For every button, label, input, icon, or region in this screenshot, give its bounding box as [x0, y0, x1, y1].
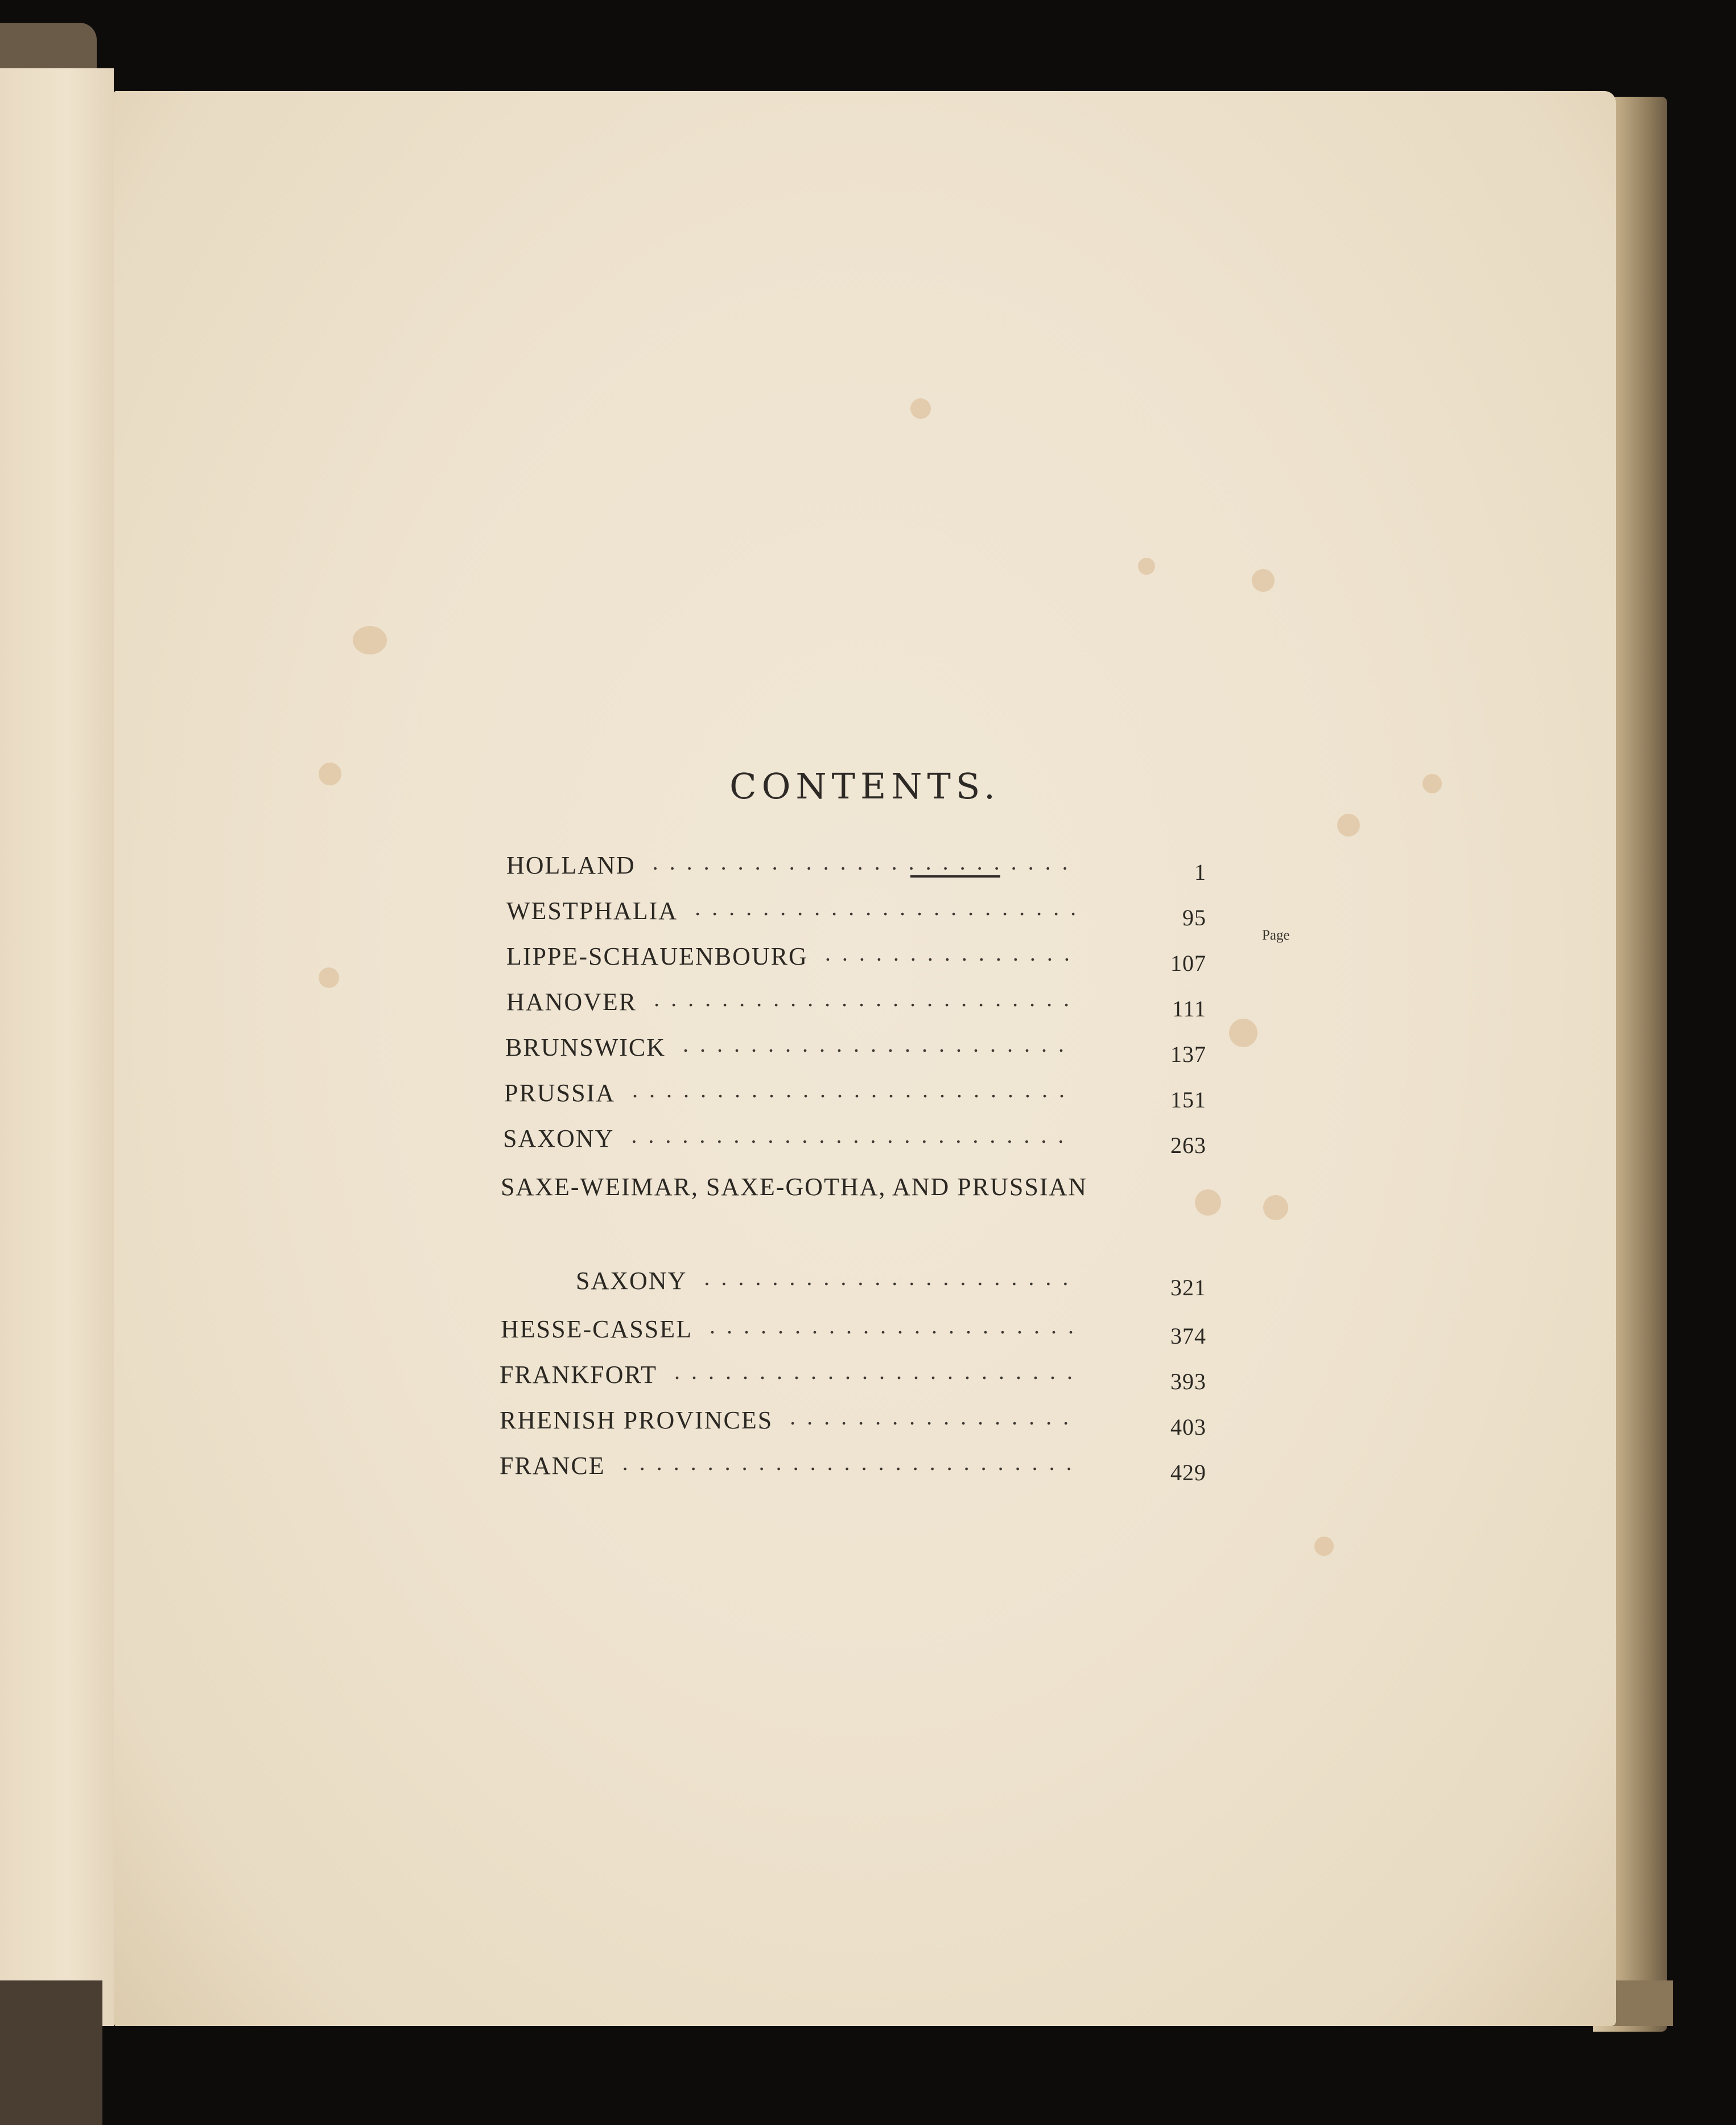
toc-entry-page: 107	[1170, 950, 1206, 976]
leader-dots: .........................	[654, 986, 1081, 1011]
toc-entry-title: SAXONY	[503, 1125, 615, 1152]
toc-entry-page: 1	[1194, 859, 1206, 885]
leader-dots: .........................	[652, 849, 1079, 875]
book-cover-bottom	[0, 1980, 102, 2125]
toc-entry-page: 429	[1170, 1460, 1206, 1485]
toc-entry-page: 403	[1170, 1414, 1206, 1440]
toc-entry	[501, 1172, 1206, 1212]
toc-entry	[501, 1315, 1206, 1354]
toc-entry-page: 393	[1170, 1369, 1206, 1394]
toc-entry-title: SAXE-WEIMAR, SAXE-GOTHA, AND PRUSSIAN	[501, 1173, 1088, 1201]
leader-dots: .......................	[695, 895, 1088, 920]
toc-entry-title: BRUNSWICK	[505, 1033, 666, 1061]
leader-dots: ..........................	[632, 1077, 1076, 1102]
toc-entry-title: WESTPHALIA	[506, 897, 678, 925]
toc-entry-title: FRANKFORT	[500, 1361, 657, 1389]
leader-dots: ........................	[674, 1358, 1084, 1384]
toc-entry	[500, 1406, 1206, 1446]
toc-entry-page: 374	[1170, 1323, 1206, 1349]
toc-entry-title: PRUSSIA	[504, 1079, 615, 1107]
toc-entry	[500, 1360, 1206, 1400]
table-of-contents	[114, 91, 1616, 2026]
toc-entry-title: SAXONY	[576, 1267, 687, 1295]
toc-entry-page: 151	[1170, 1087, 1206, 1113]
toc-entry	[506, 851, 1206, 891]
left-page	[0, 68, 114, 2026]
toc-entry-title: RHENISH PROVINCES	[500, 1406, 773, 1434]
toc-entry	[506, 987, 1206, 1027]
leader-dots: ...............	[824, 940, 1081, 966]
toc-entry	[506, 896, 1206, 936]
toc-entry-title: HANOVER	[506, 988, 637, 1016]
page-title: CONTENTS.	[729, 765, 1000, 807]
contents-page	[114, 91, 1616, 2026]
leader-dots: ...........................	[622, 1449, 1083, 1475]
toc-entry-title: HESSE-CASSEL	[501, 1315, 692, 1343]
toc-entry-page: 137	[1170, 1041, 1206, 1067]
leader-dots: ..........................	[631, 1122, 1075, 1148]
toc-entry-title: LIPPE-SCHAUENBOURG	[506, 942, 808, 970]
toc-entry-page: 263	[1170, 1132, 1206, 1158]
page-column-label: Page	[1262, 928, 1290, 943]
leader-dots: ......................	[704, 1265, 1080, 1290]
toc-entry	[506, 942, 1206, 982]
leader-dots: .................	[790, 1404, 1081, 1430]
toc-entry-title: HOLLAND	[506, 851, 636, 879]
leader-dots: ......................	[709, 1313, 1085, 1339]
toc-entry	[504, 1078, 1206, 1118]
toc-entry-page: 321	[1170, 1275, 1206, 1300]
toc-entry-title: FRANCE	[500, 1452, 605, 1480]
toc-entry-page: 111	[1172, 996, 1206, 1022]
toc-entry-page: 95	[1182, 905, 1206, 930]
leader-dots: .......................	[683, 1031, 1076, 1057]
toc-entry	[505, 1033, 1206, 1073]
toc-entry	[576, 1266, 1206, 1306]
toc-entry	[500, 1451, 1206, 1491]
toc-entry	[503, 1124, 1206, 1164]
